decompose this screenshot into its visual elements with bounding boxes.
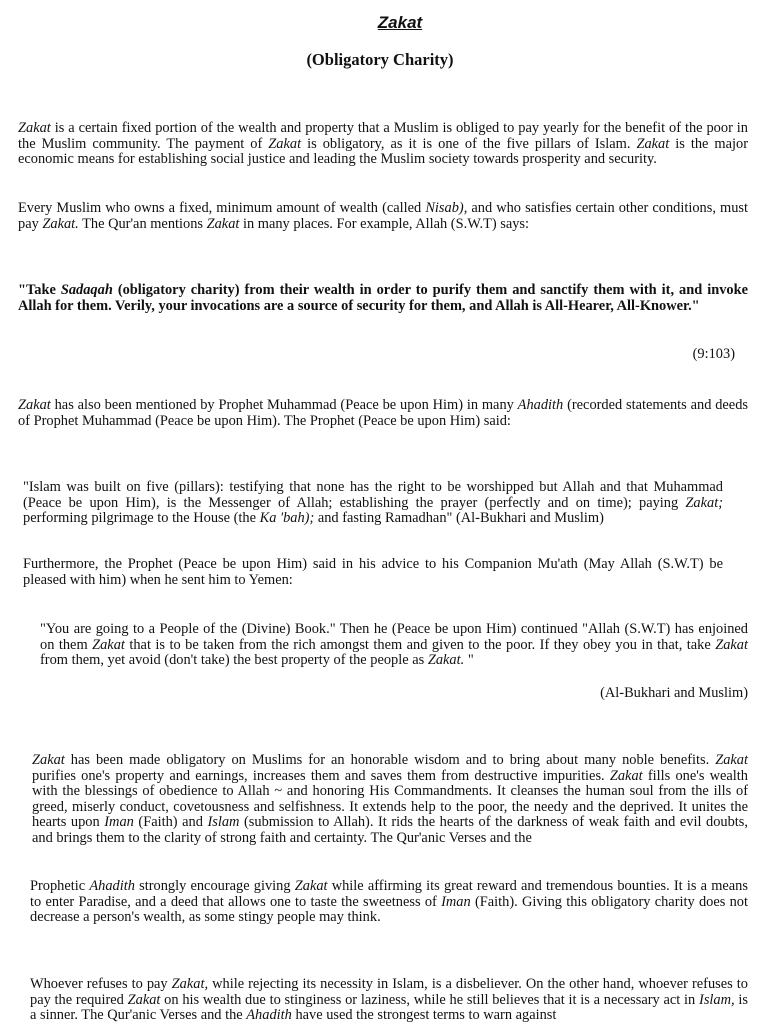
paragraph-nisab: Every Muslim who owns a fixed, minimum amount of wealth (called Nisab), and who satisfies certain other conditions, must pay Zakat. The Qur'an mentions Zakat in many places. For example, Allah (S.W.T) says:: [18, 200, 748, 232]
hadith-quote-five-pillars: "Islam was built on five (pillars): testifying that none has the right to be worshipped but Allah and that Muhammad (Peace be upon Him), is the Messenger of Allah; establishing the prayer (perfectly and on time); paying Zakat; performing pilgrimage to the House (the Ka 'bah); and fasting Ramadhan" (Al-Bukhari and Muslim): [23, 479, 723, 527]
quran-quote: "Take Sadaqah (obligatory charity) from their wealth in order to purify them and sanctify them with it, and invoke Allah for them. Verily, your invocations are a source of security for them, and Allah is All-Hearer, All-Knower.": [18, 282, 748, 314]
page-title: Zakat: [377, 13, 423, 32]
paragraph-muath: Furthermore, the Prophet (Peace be upon Him) said in his advice to his Companion Mu'ath (May Allah (S.W.T) be pleased with him) when he sent him to Yemen:: [23, 556, 723, 588]
paragraph-zakat-definition: Zakat is a certain fixed portion of the wealth and property that a Muslim is obliged to pay yearly for the benefit of the poor in the Muslim community. The payment of Zakat is obligatory, as it is one of the five pillars of Islam. Zakat is the major economic means for establishing social justice and leading the Muslim society towards prosperity and security.: [18, 120, 748, 168]
paragraph-refusal: Whoever refuses to pay Zakat, while rejecting its necessity in Islam, is a disbeliever. On the other hand, whoever refuses to pay the required Zakat on his wealth due to stinginess or laziness, while he still believes that it is a necessary act in Islam, is a sinner. The Qur'anic Verses and the Ahadith have used the strongest terms to warn against: [30, 976, 748, 1024]
hadith-quote-yemen: "You are going to a People of the (Divine) Book." Then he (Peace be upon Him) continued "Allah (S.W.T) has enjoined on them Zakat that is to be taken from the rich amongst them and given to the poor. If they obey you in that, take Zakat from them, yet avoid (don't take) the best property of the people as Zakat. ": [40, 621, 748, 669]
page-subtitle: (Obligatory Charity): [306, 50, 454, 69]
paragraph-ahadith: Zakat has also been mentioned by Prophet Muhammad (Peace be upon Him) in many Ahadith (recorded statements and deeds of Prophet Muhammad (Peace be upon Him). The Prophet (Peace be upon Him) said:: [18, 397, 748, 429]
paragraph-wisdom: Zakat has been made obligatory on Muslims for an honorable wisdom and to bring about many noble benefits. Zakat purifies one's property and earnings, increases them and saves them from destructive impurities. Zakat fills one's wealth with the blessings of obedience to Allah ~ and honoring His Commandments. It cleanses the human soul from the ills of greed, miserly conduct, covetousness and selfishness. It extends help to the poor, the needy and the deprived. It unites the hearts upon Iman (Faith) and Islam (submission to Allah). It rids the hearts of the darkness of weak faith and evil doubts, and brings them to the clarity of strong faith and certainty. The Qur'anic Verses and the: [32, 752, 748, 846]
quran-reference: (9:103): [692, 346, 735, 362]
hadith-reference: (Al-Bukhari and Muslim): [600, 685, 748, 701]
paragraph-rewards: Prophetic Ahadith strongly encourage giving Zakat while affirming its great reward and tremendous bounties. It is a means to enter Paradise, and a deed that allows one to taste the sweetness of Iman (Faith). Giving this obligatory charity does not decrease a person's wealth, as some stingy people may think.: [30, 878, 748, 926]
